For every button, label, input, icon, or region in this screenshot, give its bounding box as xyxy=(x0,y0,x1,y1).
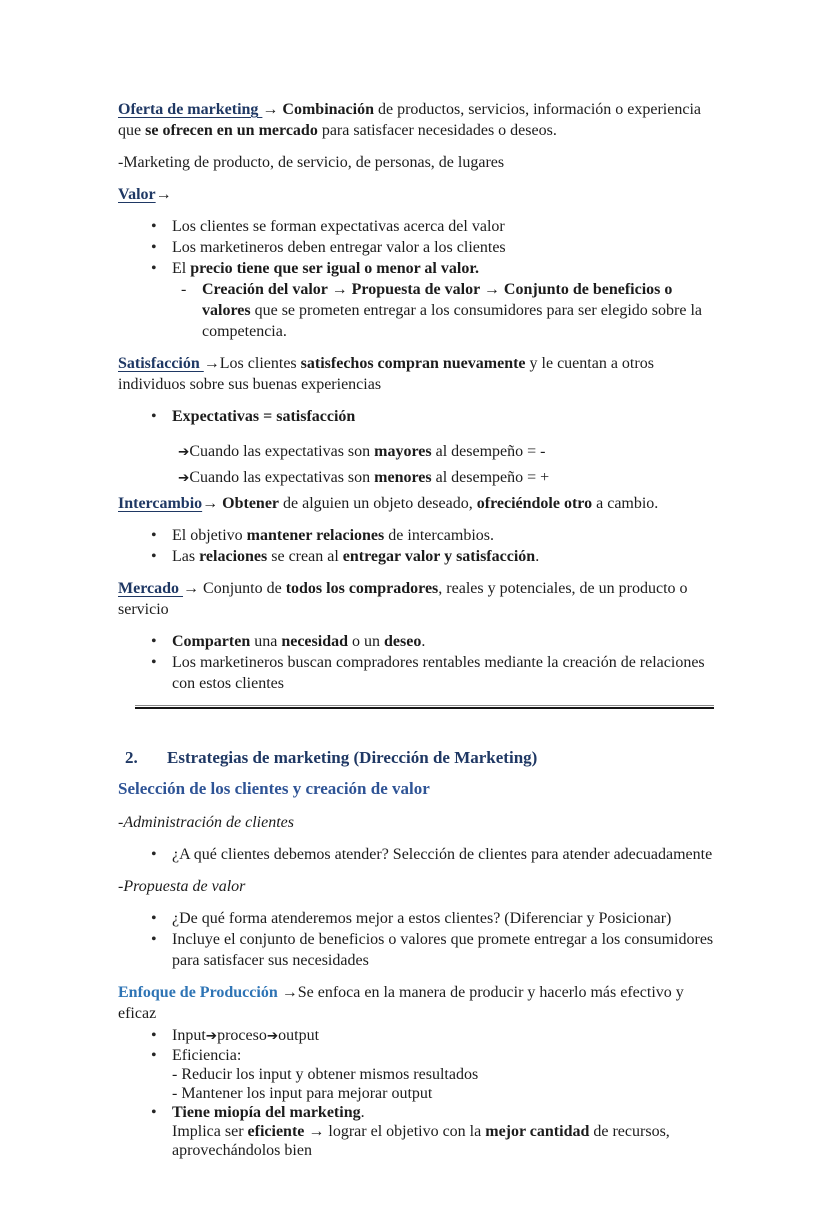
text-run: -Propuesta de valor xyxy=(118,878,246,895)
text-run: que se prometen entregar a los consumidores para ser elegido sobre la competencia. xyxy=(202,302,706,340)
bullet-item xyxy=(118,631,714,652)
bullet-item xyxy=(118,844,714,865)
text-run: eficiente xyxy=(247,1123,305,1140)
text-run: de alguien un objeto deseado, xyxy=(279,495,477,512)
text-run: → Conjunto de xyxy=(183,580,286,597)
text-run: Combinación xyxy=(282,101,374,118)
bullet-list xyxy=(118,908,718,971)
continuation-line xyxy=(172,1122,714,1160)
thick-arrow-icon: ➔ xyxy=(178,470,190,486)
text-run: al desempeño = + xyxy=(431,469,550,486)
bullet-item xyxy=(118,216,714,237)
text-run: Comparten xyxy=(172,633,251,650)
text-run: todos los compradores xyxy=(285,580,439,597)
bullet-list xyxy=(118,844,714,865)
arrow-note xyxy=(178,441,714,463)
text-run: → xyxy=(155,186,172,203)
italic-subheading xyxy=(118,876,714,897)
text-run: Cuando las expectativas son xyxy=(189,443,375,460)
text-run: de intercambios. xyxy=(384,527,495,544)
bullet-item xyxy=(118,546,714,567)
bullet-item xyxy=(118,908,714,929)
bullet-list xyxy=(118,406,714,427)
text-run: Los marketineros deben entregar valor a los clientes xyxy=(172,239,506,256)
text-run: Input xyxy=(172,1027,206,1044)
text-run: Eficiencia: xyxy=(172,1047,242,1064)
text-run: relaciones xyxy=(199,548,268,565)
text-run: proceso xyxy=(217,1027,267,1044)
text-run: El xyxy=(172,260,191,277)
section-heading xyxy=(118,778,714,800)
paragraph xyxy=(118,152,714,173)
text-run: satisfechos compran nuevamente xyxy=(300,355,526,372)
text-run: necesidad xyxy=(281,633,348,650)
horizontal-rule xyxy=(135,705,714,709)
text-run: Incluye el conjunto de beneficios o valores que promete entregar a los consumidores para satisfacer sus necesidades xyxy=(172,931,718,969)
text-run: Selección de los clientes y creación de valor xyxy=(118,779,430,798)
text-run: al desempeño = - xyxy=(431,443,546,460)
text-run: Valor xyxy=(118,186,156,203)
text-run: Intercambio xyxy=(118,495,203,512)
text-run: Satisfacción xyxy=(118,355,204,372)
text-run: Los clientes se forman expectativas acerca del valor xyxy=(172,218,505,235)
text-run: mayores xyxy=(374,443,432,460)
text-run: Estrategias de marketing (Dirección de Marketing) xyxy=(167,748,538,767)
text-run: Las xyxy=(172,548,200,565)
text-run: precio tiene que ser igual o menor al valor. xyxy=(190,260,479,277)
text-run: - Mantener los input para mejorar output xyxy=(172,1085,433,1102)
text-run: y le cuentan a otros individuos sobre sus buenas experiencias xyxy=(118,355,658,393)
arrow-note xyxy=(178,467,714,489)
text-run: ofreciéndole otro xyxy=(476,495,593,512)
text-run: Implica ser xyxy=(172,1123,248,1140)
bullet-item xyxy=(118,525,714,546)
thick-arrow-icon: ➔ xyxy=(266,1028,279,1044)
text-run: Creación del valor → Propuesta de valor → Conjunto de beneficios o valores xyxy=(202,281,677,319)
bullet-list xyxy=(118,631,714,694)
text-run: a cambio. xyxy=(592,495,659,512)
text-run: - Reducir los input y obtener mismos resultados xyxy=(172,1066,479,1083)
text-run: o un xyxy=(348,633,384,650)
text-run: → xyxy=(202,495,223,512)
bullet-item xyxy=(118,1046,714,1103)
text-run: menores xyxy=(374,469,432,486)
text-run: Obtener xyxy=(222,495,280,512)
text-run: →Se enfoca en la manera de producir y hacerlo más efectivo y eficaz xyxy=(118,984,688,1022)
text-run: -Marketing de producto, de servicio, de personas, de lugares xyxy=(118,154,505,171)
text-run: se ofrecen en un mercado xyxy=(145,122,318,139)
bullet-item xyxy=(118,406,714,427)
text-run: deseo xyxy=(384,633,422,650)
sub-bullet-item xyxy=(118,279,714,342)
text-run: de recursos, aprovechándolos bien xyxy=(172,1123,674,1159)
thick-arrow-icon: ➔ xyxy=(178,444,190,460)
text-run: Tiene miopía del marketing xyxy=(172,1104,361,1121)
text-run: una xyxy=(250,633,282,650)
text-run: . xyxy=(421,633,426,650)
text-run: . xyxy=(360,1104,365,1121)
paragraph xyxy=(118,493,714,514)
numbered-heading xyxy=(125,746,714,769)
bullet-list xyxy=(118,216,714,342)
text-run: . xyxy=(535,548,540,565)
text-run: → lograr el objetivo con la xyxy=(304,1123,486,1140)
text-run: →Los clientes xyxy=(203,355,301,372)
text-run: se crean al xyxy=(267,548,343,565)
text-run: → xyxy=(262,101,283,118)
bullet-item xyxy=(118,237,714,258)
bullet-item xyxy=(118,929,718,971)
paragraph xyxy=(118,99,714,141)
text-run: , reales y potenciales, de un producto o servicio xyxy=(118,580,692,618)
text-run: Cuando las expectativas son xyxy=(189,469,375,486)
paragraph xyxy=(118,982,714,1024)
bullet-list xyxy=(118,1026,714,1160)
bullet-list xyxy=(118,525,714,567)
paragraph xyxy=(118,578,714,620)
text-run: Expectativas = satisfacción xyxy=(172,408,356,425)
continuation-line xyxy=(172,1065,714,1084)
text-run: Enfoque de Producción xyxy=(118,984,282,1001)
text-run: para satisfacer necesidades o deseos. xyxy=(317,122,557,139)
paragraph xyxy=(118,184,714,205)
paragraph xyxy=(118,353,714,395)
text-run: mejor cantidad xyxy=(485,1123,590,1140)
bullet-item xyxy=(118,652,714,694)
bullet-item xyxy=(118,1103,714,1160)
text-run: entregar valor y satisfacción xyxy=(342,548,536,565)
text-run: -Administración de clientes xyxy=(118,814,294,831)
text-run: mantener relaciones xyxy=(246,527,385,544)
text-run: de productos, servicios, información o experiencia que xyxy=(118,101,705,139)
text-run: Mercado xyxy=(118,580,184,597)
italic-subheading xyxy=(118,812,714,833)
text-run: output xyxy=(278,1027,320,1044)
text-run: Los marketineros buscan compradores rentables mediante la creación de relaciones con estos clientes xyxy=(172,654,709,692)
text-run: ¿A qué clientes debemos atender? Selección de clientes para atender adecuadamente xyxy=(172,846,713,863)
text-run: Oferta de marketing xyxy=(118,101,263,118)
thick-arrow-icon: ➔ xyxy=(205,1028,218,1044)
text-run: ¿De qué forma atenderemos mejor a estos clientes? (Diferenciar y Posicionar) xyxy=(172,910,672,927)
heading-number: 2. xyxy=(125,748,138,767)
text-run: El objetivo xyxy=(172,527,247,544)
bullet-item xyxy=(118,258,714,279)
continuation-line xyxy=(172,1084,714,1103)
bullet-item xyxy=(118,1026,714,1046)
